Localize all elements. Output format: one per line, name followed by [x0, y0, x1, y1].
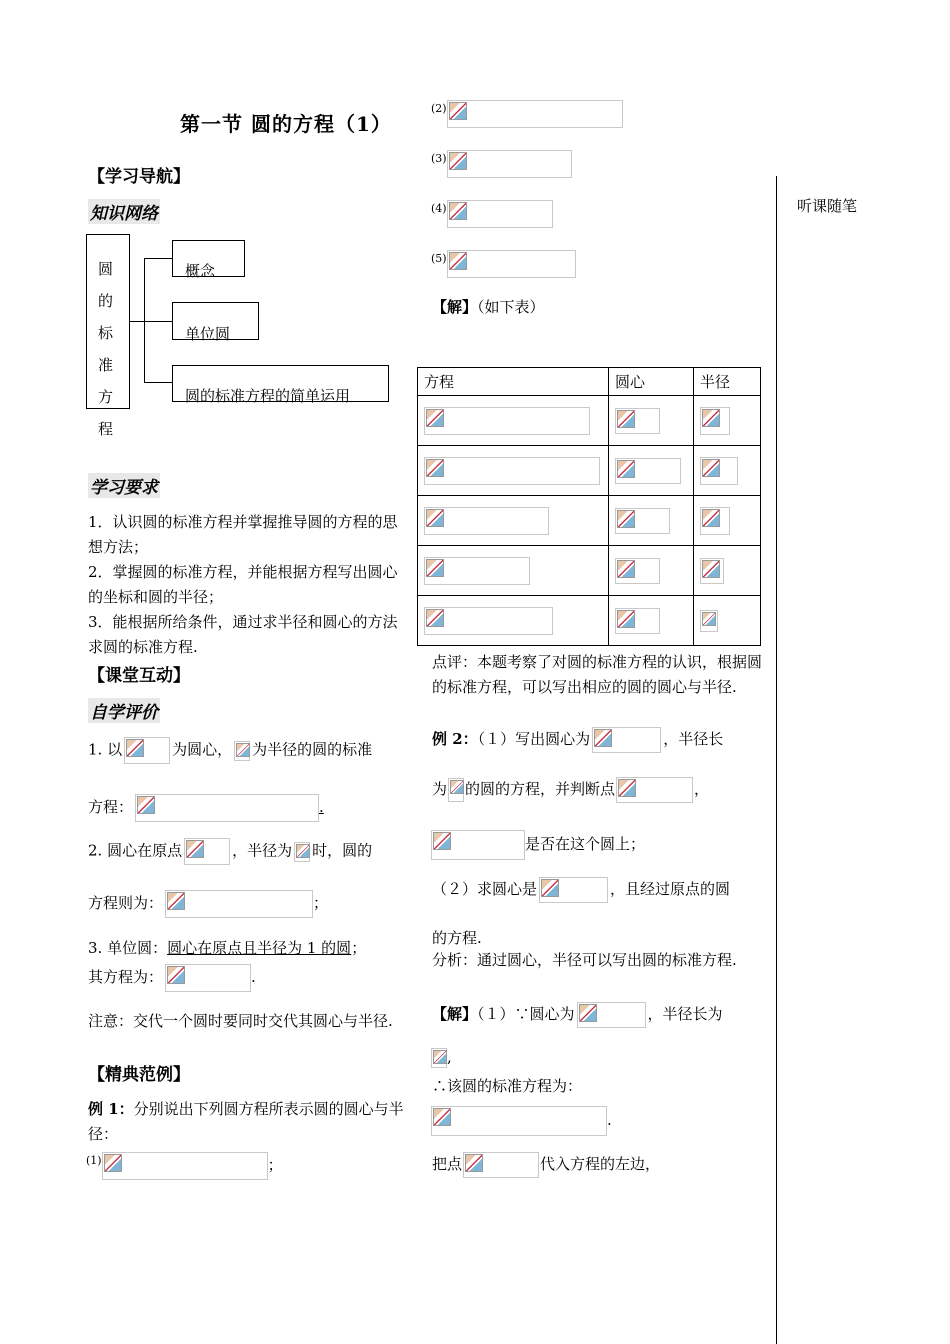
- example1-text: 分别说出下列圆方程所表示圆的圆心与半径：: [88, 1100, 404, 1143]
- table-cell: [418, 396, 609, 446]
- example2-solution-line1: [432, 1002, 723, 1028]
- section-self-eval: 自学评价: [88, 698, 160, 723]
- formula-image: [431, 830, 525, 860]
- q3-text: ；: [351, 939, 367, 957]
- table-cell: [694, 396, 761, 446]
- table-cell: [609, 546, 694, 596]
- example2-text: 为: [432, 780, 448, 798]
- formula-image: [431, 1048, 447, 1068]
- diagram-branch-label: 圆的标准方程的简单运用: [185, 387, 351, 405]
- self-eval-note: 注意：交代一个圆时要同时交代其圆心与半径.: [88, 1012, 393, 1030]
- table-header: 方程: [418, 368, 609, 396]
- table-row: [418, 596, 761, 646]
- formula-image: [448, 778, 464, 802]
- table-cell: [418, 496, 609, 546]
- section-requirements: 学习要求: [88, 473, 160, 498]
- example2-text: （１）写出圆心为: [477, 730, 591, 748]
- formula-image: [447, 100, 623, 128]
- diagram-branch-box: [172, 302, 259, 343]
- formula-image: [165, 964, 251, 992]
- item-end: ；: [267, 1156, 283, 1174]
- item-number: (2): [431, 102, 447, 115]
- diagram-branch-box: [172, 365, 389, 405]
- formula-image: [539, 877, 608, 903]
- example2-solution-line4: [431, 1106, 612, 1136]
- formula-image: [615, 508, 670, 534]
- q1-text: .: [319, 798, 324, 816]
- table-cell: [609, 396, 694, 446]
- formula-image: [165, 890, 313, 918]
- example2-line5: 的方程.: [432, 929, 482, 947]
- margin-divider: [776, 176, 777, 1344]
- table-cell: [418, 546, 609, 596]
- q2-text: 方程则为：: [88, 894, 164, 912]
- self-eval-q3-answer: [88, 964, 256, 992]
- table-row: [418, 546, 761, 596]
- formula-image: [592, 727, 661, 753]
- requirement-item: 1．认识圆的标准方程并掌握推导圆的方程的思想方法；: [88, 513, 398, 556]
- diagram-root-char: 方: [98, 388, 114, 406]
- q2-text: 2. 圆心在原点: [88, 841, 183, 860]
- table-cell: [694, 596, 761, 646]
- side-note: 听课随笔: [797, 197, 858, 215]
- q2-text: ；: [313, 894, 329, 912]
- example2-solution-line3: ∴该圆的标准方程为：: [432, 1077, 583, 1095]
- diagram-root-char: 圆: [98, 260, 114, 278]
- formula-image: [424, 457, 600, 485]
- example2-analysis: 分析：通过圆心，半径可以写出圆的标准方程.: [432, 951, 737, 969]
- table-row: [418, 446, 761, 496]
- example1-item: [431, 150, 572, 178]
- example1-comment: 点评：本题考察了对圆的标准方程的认识，根据圆的标准方程，可以写出相应的圆的圆心与半径.: [432, 653, 763, 696]
- example2-label: 例 2：: [432, 730, 478, 748]
- diagram-connector: [144, 321, 173, 322]
- table-header-row: [418, 368, 761, 396]
- example2-text: ，: [694, 780, 710, 798]
- q1-text: 1. 以: [88, 740, 123, 759]
- example1-item: [431, 250, 576, 278]
- item-number: (1): [86, 1154, 102, 1167]
- diagram-branch-label: 单位圆: [185, 325, 231, 343]
- formula-image: [424, 607, 553, 635]
- formula-image: [447, 250, 576, 278]
- table-cell: [694, 496, 761, 546]
- diagram-root-char: 程: [98, 420, 114, 438]
- requirement-item: 2．掌握圆的标准方程，并能根据方程写出圆心的坐标和圆的半径；: [88, 563, 398, 606]
- q2-text: ，半径为: [232, 841, 293, 860]
- solution-text: 代入方程的左边，: [540, 1155, 661, 1173]
- solution-text: ,: [447, 1048, 452, 1066]
- formula-image: [700, 507, 730, 535]
- q3-text: 其方程为：: [88, 968, 164, 986]
- diagram-root-char: 的: [98, 292, 114, 310]
- example2-text: （２）求圆心是: [432, 880, 538, 898]
- example2-line1: [432, 727, 723, 753]
- example1-item: [431, 100, 623, 128]
- example1-solution: [432, 296, 545, 317]
- diagram-connector: [144, 258, 173, 259]
- table-cell: [694, 446, 761, 496]
- diagram-branch-label: 概念: [185, 262, 216, 280]
- example2-text: ，半径长: [663, 730, 724, 748]
- table-cell: [609, 446, 694, 496]
- example1-prompt: [88, 1097, 404, 1147]
- item-number: (5): [431, 252, 447, 265]
- formula-image: [234, 741, 250, 761]
- q2-text: 时，圆的: [312, 841, 373, 860]
- diagram-root-char: 标: [98, 324, 114, 342]
- q3-text: .: [251, 968, 256, 986]
- self-eval-q1: [88, 737, 372, 764]
- table-cell: [418, 596, 609, 646]
- equations-table: [417, 367, 761, 646]
- formula-image: [615, 608, 660, 634]
- formula-image: [124, 737, 170, 764]
- diagram-root-char: 准: [98, 356, 114, 374]
- formula-image: [700, 610, 718, 632]
- q1-text: 为半径的圆的标准: [252, 740, 373, 759]
- section-nav: 【学习导航】: [88, 167, 190, 187]
- diagram-branch-box: [172, 240, 245, 280]
- table-header: 半径: [694, 368, 761, 396]
- table-cell: [694, 546, 761, 596]
- requirement-item: 3．能根据所给条件，通过求半径和圆心的方法求圆的标准方程.: [88, 613, 398, 656]
- solution-text: ，半径长为: [647, 1005, 723, 1023]
- example2-text: 的圆的方程，并判断点: [465, 780, 616, 798]
- solution-text: （如下表）: [477, 298, 545, 316]
- q1-text: 方程：: [88, 798, 134, 816]
- q3-text: 3. 单位圆：: [88, 939, 168, 957]
- table-cell: [609, 496, 694, 546]
- section-examples: 【精典范例】: [88, 1065, 190, 1085]
- table-cell: [418, 446, 609, 496]
- diagram-connector: [144, 258, 145, 382]
- solution-text: .: [607, 1111, 612, 1129]
- section-network: 知识网络: [88, 199, 160, 224]
- formula-image: [424, 557, 530, 585]
- diagram-connector: [144, 382, 173, 383]
- example1-label: 例 1：: [88, 1100, 134, 1118]
- self-eval-q2: [88, 838, 372, 865]
- formula-image: [615, 458, 681, 484]
- formula-image: [184, 838, 230, 865]
- formula-image: [424, 407, 590, 435]
- self-eval-q3: [88, 937, 366, 958]
- section-interaction: 【课堂互动】: [88, 666, 190, 686]
- example2-line2: [432, 777, 709, 803]
- item-number: (3): [431, 152, 447, 165]
- formula-image: [294, 842, 310, 862]
- formula-image: [463, 1152, 539, 1178]
- formula-image: [700, 558, 724, 584]
- table-row: [418, 396, 761, 446]
- formula-image: [615, 558, 660, 584]
- formula-image: [700, 407, 730, 435]
- self-eval-q1-answer: [88, 794, 324, 822]
- example2-solution-line2: [431, 1048, 452, 1068]
- q3-definition: 圆心在原点且半径为 1 的圆: [167, 939, 352, 957]
- self-eval-q2-answer: [88, 890, 328, 918]
- table-row: [418, 496, 761, 546]
- formula-image: [447, 150, 572, 178]
- diagram-root: [98, 253, 118, 445]
- diagram-connector: [130, 321, 145, 322]
- example2-line3: [431, 830, 645, 860]
- solution-text: 把点: [432, 1155, 463, 1173]
- table-cell: [609, 596, 694, 646]
- formula-image: [424, 507, 549, 535]
- item-number: (4): [431, 202, 447, 215]
- example2-line4: [432, 877, 730, 903]
- example1-item: [431, 200, 553, 228]
- solution-label: 【解】: [432, 298, 478, 316]
- solution-text: （１）∵圆心为: [477, 1005, 575, 1023]
- example2-text: 是否在这个圆上；: [525, 835, 646, 853]
- formula-image: [102, 1152, 268, 1180]
- formula-image: [135, 794, 319, 822]
- q1-text: 为圆心，: [172, 740, 233, 759]
- solution-label: 【解】: [432, 1005, 478, 1023]
- example2-text: ，且经过原点的圆: [610, 880, 731, 898]
- formula-image: [616, 777, 693, 803]
- example1-item: [86, 1152, 283, 1180]
- formula-image: [447, 200, 553, 228]
- example2-solution-line5: [432, 1152, 660, 1178]
- table-header: 圆心: [609, 368, 694, 396]
- formula-image: [615, 408, 660, 434]
- requirements-list: [88, 510, 404, 660]
- formula-image: [431, 1106, 607, 1136]
- page-title: 第一节 圆的方程（1）: [180, 112, 392, 136]
- formula-image: [700, 457, 738, 485]
- formula-image: [577, 1002, 646, 1028]
